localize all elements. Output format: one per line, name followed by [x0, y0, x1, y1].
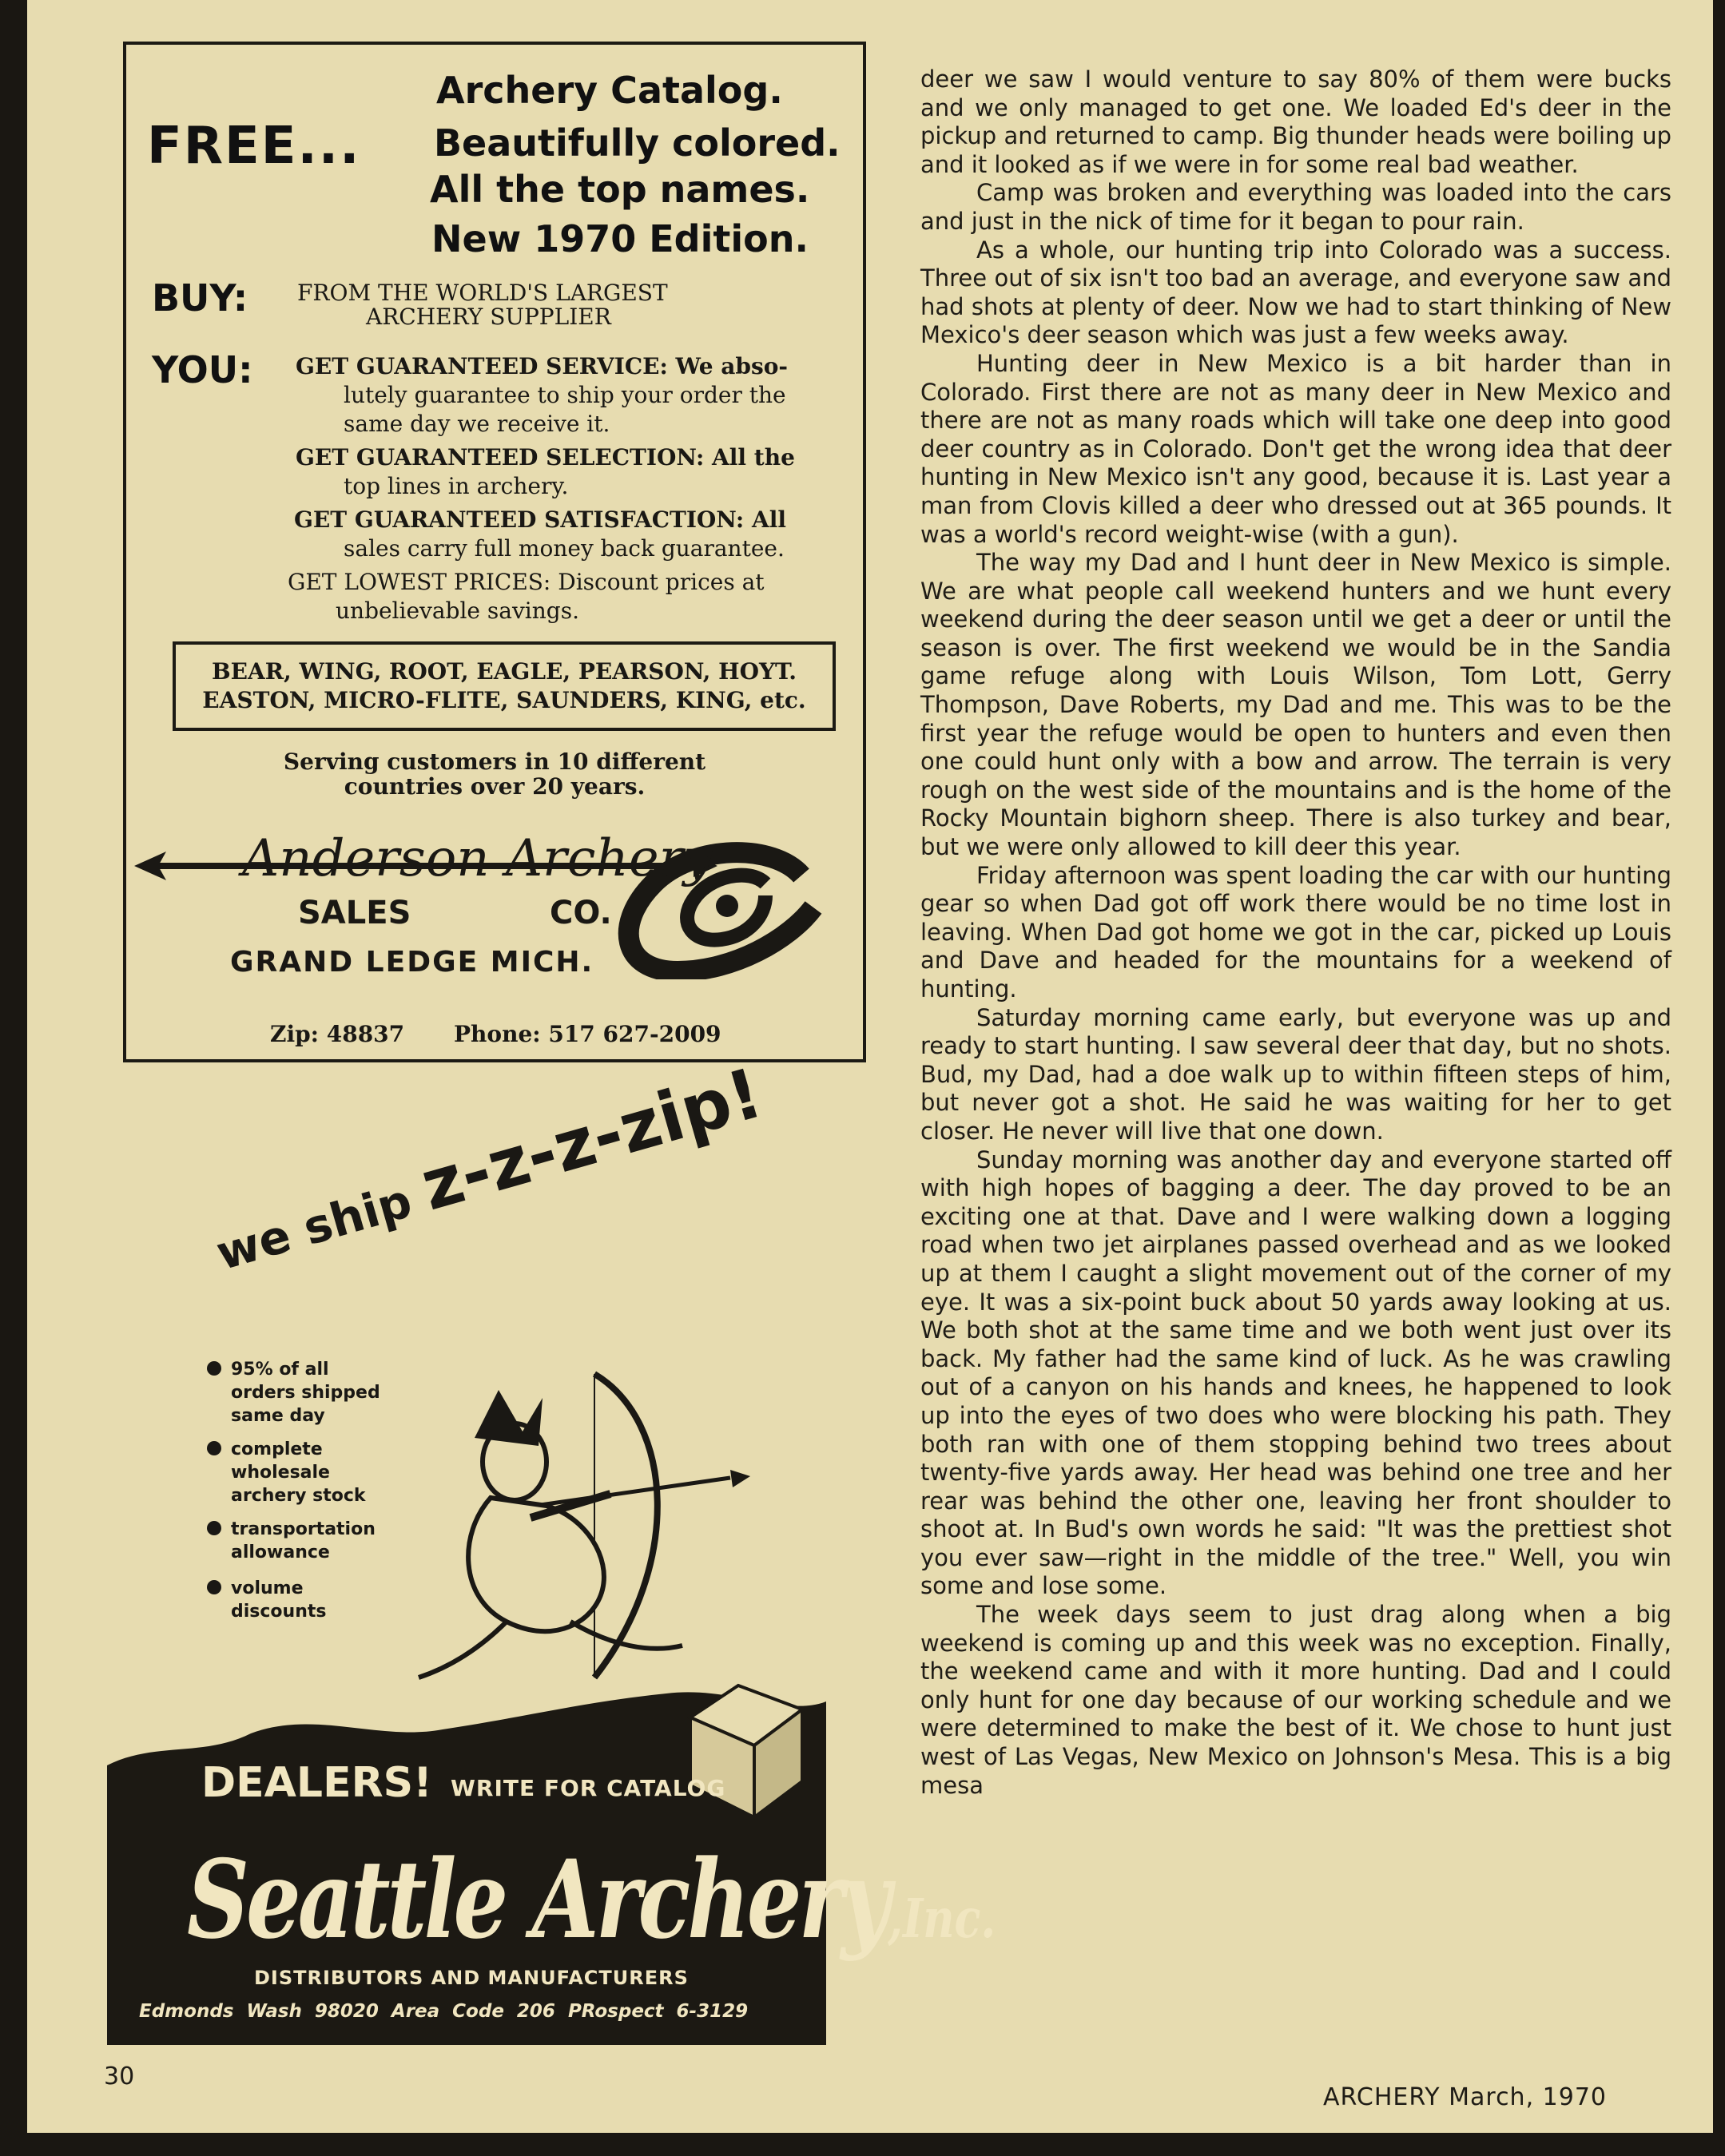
seattle-inc: ,Inc. — [888, 1886, 996, 1951]
seattle-address: Edmonds Wash 98020 Area Code 206 PRospect 6-3129 — [139, 2001, 749, 2022]
we-ship-headline — [205, 1054, 770, 1286]
bullet-item — [231, 1358, 380, 1427]
anderson-logo — [134, 820, 853, 979]
article-paragraph: The week days seem to just drag along when a big weekend is coming up and this week was no exception. Finally, the weekend came and with it more hunting. Dad and I could only hunt for one day because of our working schedule and we were determined to make the best of it. We chose to hunt just west of Las Vegas, New Mexico on Johnson's Mesa. This is a big mesa — [920, 1601, 1671, 1799]
article-column — [920, 66, 1671, 1800]
you-line: unbelievable savings. — [336, 598, 579, 624]
bullet-line: wholesale — [231, 1463, 330, 1483]
article-paragraph: Friday afternoon was spent loading the car with our hunting gear so when Dad got off work there would be no time lost in leaving. When Dad got home we got in the car, picked up Louis and Dave and headed for the mountains for a weekend of hunting. — [920, 861, 1671, 1003]
article-paragraph: Hunting deer in New Mexico is a bit harder than in Colorado. First there are not as many deer in New Mexico and there are not as many roads which will take one deep into good deer country as in Colorado. Don't get the wrong idea that deer hunting in New Mexico isn't any good, because it is. Last year a man from Clovis killed a deer who dressed out at 365 pounds. It was a world's record weight-wise (with a gun). — [920, 349, 1671, 548]
bow-icon — [594, 1374, 658, 1678]
logo-co: CO. — [550, 895, 612, 931]
page-number: 30 — [104, 2063, 135, 2090]
bullet-line: complete — [231, 1439, 323, 1459]
bullet-line: archery stock — [231, 1486, 366, 1506]
article-paragraph: As a whole, our hunting trip into Colorado was a success. Three out of six isn't too bad an average, and everyone saw and had shots at plenty of deer. Now we had to start thinking of New Mexico's deer season which was just a few weeks away. — [920, 236, 1671, 349]
you-line: top lines in archery. — [344, 473, 569, 499]
zip-code: Zip: 48837 — [270, 1021, 405, 1047]
you-label: YOU: — [152, 348, 253, 391]
brands-line: BEAR, WING, ROOT, EAGLE, PEARSON, HOYT. — [212, 658, 797, 685]
distributors-line: DISTRIBUTORS AND MANUFACTURERS — [254, 1967, 689, 1989]
bullet-line: transportation — [231, 1519, 376, 1539]
bullet-line: allowance — [231, 1543, 330, 1562]
anderson-archery-ad — [123, 42, 866, 1062]
serving-text — [126, 749, 863, 799]
brands-box — [173, 641, 836, 731]
you-line: sales carry full money back guarantee. — [344, 535, 785, 562]
free-headline: FREE... — [147, 117, 361, 176]
magazine-footer: ARCHERY March, 1970 — [1323, 2083, 1607, 2111]
catalog-line: Beautifully colored. — [434, 121, 841, 165]
bullet-line: same day — [231, 1406, 325, 1426]
bullet-item — [231, 1577, 326, 1623]
logo-name: Anderson Archery — [242, 829, 713, 888]
magazine-page — [27, 0, 1713, 2133]
you-line: GET GUARANTEED SATISFACTION: All — [294, 506, 786, 533]
write-catalog: WRITE FOR CATALOG — [451, 1775, 726, 1801]
article-paragraph: The way my Dad and I hunt deer in New Mexico is simple. We are what people call weekend hunters and we hunt every weekend during the deer season until we get a deer or until the season is over. The first weekend we would be in the Sandia game refuge along with Louis Wilson, Tom Lott, Gerry Thompson, Dave Roberts, my Dad and me. This was to be the first year the refuge would be open to hunters and even then one could hunt only with a bow and arrow. The terrain is very rough on the west side of the mountains and is the home of the Rocky Mountain bighorn sheep. There is also turkey and bear, but we were only allowed to kill deer this year. — [920, 549, 1671, 861]
phone-number: Phone: 517 627-2009 — [454, 1021, 721, 1047]
catalog-line: All the top names. — [430, 168, 810, 211]
bullet-line: 95% of all — [231, 1360, 329, 1380]
catalog-line: Archery Catalog. — [436, 69, 783, 112]
bullet-line: volume — [231, 1578, 304, 1598]
logo-sales: SALES — [298, 895, 411, 931]
zip-word: z-z-z-zip! — [412, 1053, 771, 1227]
bullet-item — [231, 1518, 376, 1564]
seattle-name: Seattle Archery — [187, 1837, 888, 1963]
buy-line: ARCHERY SUPPLIER — [366, 304, 611, 330]
article-paragraph: Camp was broken and everything was loaded into the cars and just in the nick of time for it began to pour rain. — [920, 179, 1671, 235]
serving-line: countries over 20 years. — [344, 773, 646, 800]
brands-line: EASTON, MICRO-FLITE, SAUNDERS, KING, etc. — [202, 687, 806, 713]
bullet-line: discounts — [231, 1602, 327, 1622]
buy-label: BUY: — [152, 276, 248, 320]
seattle-archery-logo — [187, 1837, 996, 1963]
logo-city: GRAND LEDGE MICH. — [230, 946, 594, 979]
you-line: GET GUARANTEED SELECTION: All the — [296, 444, 795, 471]
article-paragraph: Sunday morning was another day and everyone started off with high hopes of bagging a deer. The day proved to be an exciting one at that. Dave and I were walking down a logging road when two jet airplanes passed overhead and as we looked up at them I caught a slight movement out of the corner of my eye. It was a six-point buck about 50 yards away looking at us. We both shot at the same time and we both went just over its back. My father had the same kind of luck. As he was crawling out of a canyon on his hands and knees, he happened to look up into the eyes of two does who were blocking his path. They both ran with one of them stopping behind two trees about twenty-five yards away. Her head was behind one tree and her rear was behind the other one, leaving her front shoulder to shoot at. In Bud's own words he said: "It was the prettiest shot you ever saw—right in the middle of the tree." Well, you win some and lose some. — [920, 1145, 1671, 1600]
article-paragraph: deer we saw I would venture to say 80% of them were bucks and we only managed to get one. We loaded Ed's deer in the pickup and returned to camp. Big thunder heads were boiling up and it looked as if we were in for some real bad weather. — [920, 66, 1671, 178]
bullet-item — [231, 1438, 366, 1507]
you-line: GET LOWEST PRICES: Discount prices at — [288, 569, 765, 595]
serving-line: Serving customers in 10 different — [283, 748, 706, 775]
you-line: same day we receive it. — [344, 411, 610, 437]
you-line: lutely guarantee to ship your order the — [344, 382, 786, 408]
target-center-icon — [716, 895, 738, 917]
buy-line: FROM THE WORLD'S LARGEST — [297, 280, 668, 306]
we-ship-text: we ship — [210, 1173, 418, 1281]
you-line: GET GUARANTEED SERVICE: We abso- — [296, 353, 789, 379]
article-paragraph: Saturday morning came early, but everyone was up and ready to start hunting. I saw several deer that day, but no shots. Bud, my Dad, had a doe walk up to within fifteen steps of him, but never got a shot. He said he was waiting for her to get closer. He never will live that one down. — [920, 1003, 1671, 1145]
feather-cap-icon — [475, 1390, 543, 1446]
dealers-heading: DEALERS! — [201, 1759, 432, 1807]
catalog-line: New 1970 Edition. — [431, 217, 809, 260]
bullet-line: orders shipped — [231, 1383, 380, 1403]
